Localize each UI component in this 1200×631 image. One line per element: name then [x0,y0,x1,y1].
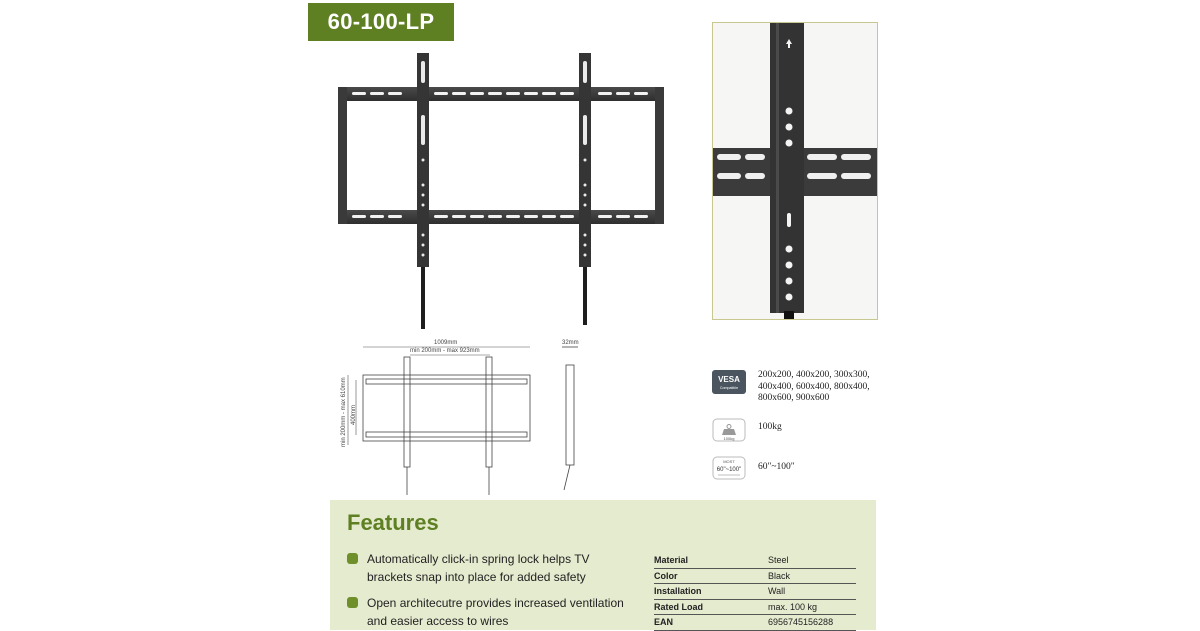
svg-text:VESA: VESA [718,375,740,384]
table-row [654,584,856,600]
size-text: 60"~100" [758,462,795,472]
table-row [654,553,856,568]
spec-key: Rated Load [654,599,768,615]
spec-vesa [712,370,870,405]
dimension-drawing [330,335,620,500]
dim-depth: 32mm [562,340,579,346]
screen-size-icon [712,456,746,480]
feature-item [347,550,637,586]
features-title: Features [347,510,439,535]
spec-value: max. 100 kg [768,599,856,615]
spec-key: Material [654,553,768,568]
detail-closeup-photo [712,22,878,320]
dim-width-total: 1009mm [434,340,458,346]
svg-text:100kg: 100kg [723,436,735,441]
feature-item [347,594,637,630]
svg-text:60"~100": 60"~100" [716,467,742,473]
spec-value: Steel [768,553,856,568]
bullet-icon [347,553,358,564]
bullet-icon [347,597,358,608]
spec-key: EAN [654,615,768,631]
dim-height-range: min 200mm - max 610mm [341,377,347,447]
table-row [654,615,856,631]
closeup-illustration [713,23,877,319]
spec-value: 6956745156288 [768,615,856,631]
spec-table [654,553,856,631]
table-row [654,599,856,615]
vesa-compatible-icon [712,370,746,394]
spec-key: Installation [654,584,768,600]
weight-icon [712,418,746,442]
features-panel [330,500,876,630]
spec-value: Black [768,568,856,584]
load-text: 100kg [758,422,782,432]
spec-key: Color [654,568,768,584]
product-photo [330,45,675,335]
spec-value: Wall [768,584,856,600]
table-row [654,568,856,584]
feature-text: Open architecutre provides increased ventilation and easier access to wires [367,596,624,628]
model-badge: 60-100-LP [308,3,454,41]
svg-text:MOST: MOST [723,459,735,464]
feature-text: Automatically click-in spring lock helps TV brackets snap into place for added safety [367,552,590,584]
vesa-patterns-text: 200x200, 400x200, 300x300, 400x400, 600x400, 800x400, 800x600, 900x600 [758,370,870,403]
spec-load [712,418,782,442]
dim-height-total: 400mm [351,404,357,425]
svg-text:Compatible: Compatible [719,386,739,390]
spec-size [712,456,795,480]
dim-width-range: min 200mm - max 923mm [410,348,480,354]
